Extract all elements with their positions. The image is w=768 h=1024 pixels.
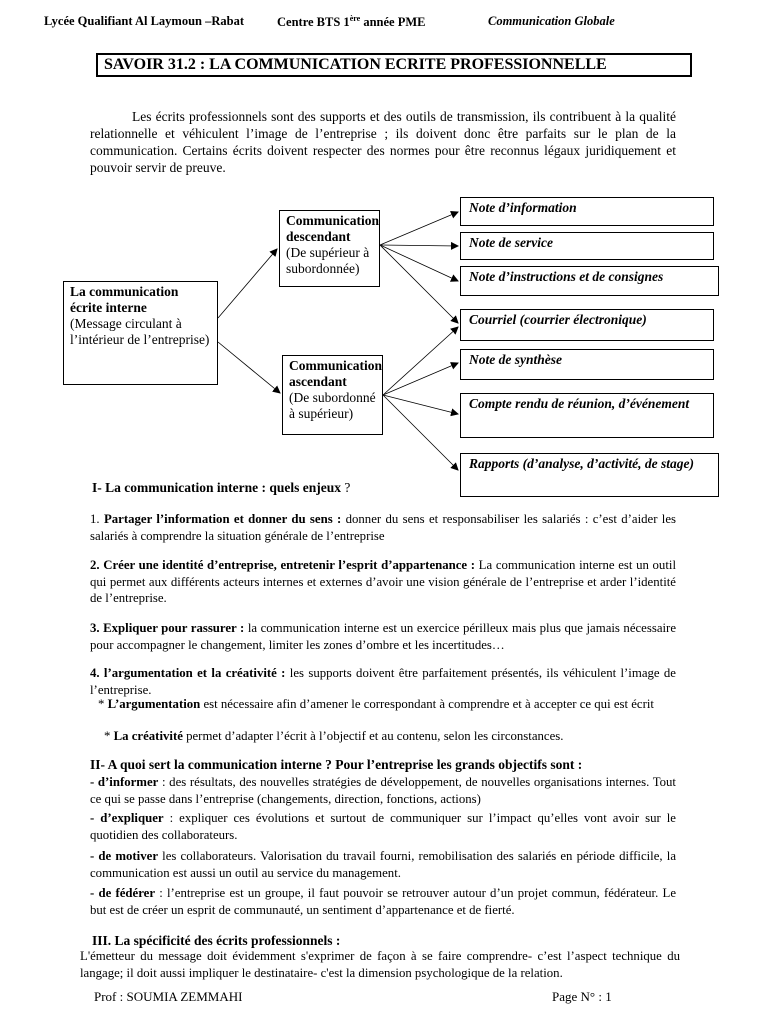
header-school: Lycée Qualifiant Al Laymoun –Rabat — [44, 14, 245, 28]
section1-point4-creativite: * La créativité permet d’adapter l’écrit à l’objectif et au contenu, selon les circonstances. — [104, 729, 564, 743]
section1-point4-argumentation: * L’argumentation est nécessaire afin d’amener le correspondant à comprendre et à accepter ce qui est écrit — [98, 697, 654, 711]
footer-page-number: Page N° : 1 — [552, 989, 612, 1004]
descendant-title: Communication descendant — [286, 213, 380, 244]
section2-item-expliquer: - d’expliquer : expliquer ces évolutions et surtout de communiquer sur l’impact qu’elles vont avoir sur le quotidien des collaborateurs. — [90, 811, 676, 842]
section2-item-federer: - de fédérer : l’entreprise est un groupe, il faut pouvoir se retrouver autour d’un projet commun, fédérateur. Le but est de créer un esprit de communauté, un sentiment d’appartenance et de fierté. — [90, 886, 676, 917]
leaf-courriel: Courriel (courrier électronique) — [460, 309, 714, 341]
document-title: SAVOIR 31.2 : LA COMMUNICATION ECRITE PROFESSIONNELLE — [96, 53, 692, 77]
leaf-compte-rendu: Compte rendu de réunion, d’événement — [460, 393, 714, 438]
header-centre: Centre BTS 1ère année PME — [277, 14, 426, 29]
arrow-root-descendant — [218, 249, 277, 318]
section3-text: L'émetteur du message doit évidemment s'exprimer de façon à se faire comprendre- c’est l’aspect technique du langage; il doit aussi impliquer le destinataire- c'est la dimension psychologique de la relation. — [80, 949, 680, 980]
arrow-desc-leaf3 — [380, 245, 458, 281]
arrow-asc-leaf7 — [383, 395, 458, 470]
arrow-root-ascendant — [218, 342, 280, 393]
leaf-note-service: Note de service — [460, 232, 714, 260]
section2-item-motiver: - de motiver les collaborateurs. Valorisation du travail fourni, remobilisation des salariés en période difficile, la communication est aussi un outil au service du management. — [90, 849, 676, 880]
descendant-sub: (De supérieur à subordonnée) — [286, 245, 370, 276]
leaf-note-synthese: Note de synthèse — [460, 349, 714, 380]
diagram-ascendant-box — [282, 355, 383, 435]
section1-heading: I- La communication interne : quels enjeux ? — [92, 480, 351, 495]
leaf-rapports: Rapports (d’analyse, d’activité, de stage) — [460, 453, 719, 497]
arrow-desc-leaf1 — [380, 212, 458, 245]
section2-item-informer: - d’informer : des résultats, des nouvelles stratégies de développement, de nouvelles organisations internes. Tout ce qui se passe dans l’entreprise (changements, direction, fonctions, actions) — [90, 775, 676, 806]
leaf-note-information: Note d’information — [460, 197, 714, 226]
arrow-asc-leaf5 — [383, 363, 458, 395]
section1-point1: 1. Partager l’information et donner du sens : donner du sens et responsabiliser les salariés : c’est d’aider les salariés à comprendre la situation générale de l’entreprise — [90, 512, 677, 543]
section1-point4: 4. l’argumentation et la créativité : les supports doivent être parfaitement présentés, ils véhiculent l’image de l’entreprise. — [90, 666, 676, 697]
root-sub: (Message circulant à l’intérieur de l’entreprise) — [70, 316, 210, 347]
header-subject: Communication Globale — [488, 14, 615, 28]
root-title: La communication écrite interne — [70, 284, 179, 315]
section3-heading: III. La spécificité des écrits professionnels : — [92, 933, 341, 948]
section1-point3: 3. Expliquer pour rassurer : la communication interne est un exercice périlleux mais plus que jamais nécessaire pour accompagner le changement, limiter les zones d’ombre et les incertitudes… — [90, 621, 677, 652]
arrow-desc-leaf4 — [380, 245, 458, 323]
section1-point2: 2. Créer une identité d’entreprise, entretenir l’esprit d’appartenance : La communication interne est un outil qui permet aux différents acteurs internes et externes d’avoir une vision générale de l’entreprise et arder l’identité de l’entreprise. — [90, 558, 676, 605]
ascendant-title: Communication ascendant — [289, 358, 383, 389]
diagram-root-box — [63, 281, 218, 385]
section2-heading: II- A quoi sert la communication interne ? Pour l’entreprise les grands objectifs sont : — [90, 757, 583, 772]
leaf-note-instructions: Note d’instructions et de consignes — [460, 266, 719, 296]
ascendant-sub: (De subordonné à supérieur) — [289, 390, 376, 421]
footer-prof: Prof : SOUMIA ZEMMAHI — [94, 989, 243, 1004]
arrow-desc-leaf2 — [380, 245, 458, 246]
arrow-asc-leaf6 — [383, 395, 458, 414]
diagram-descendant-box — [279, 210, 380, 287]
intro-paragraph: Les écrits professionnels sont des supports et des outils de transmission, ils contribuent à la qualité relationnelle et véhiculent l’image de l’entreprise ; ils doivent donc être parfaits sur le plan de la communication. Certains écrits doivent respecter des normes pour être reconnus légaux juridiquement et pouvoir servir de preuve. — [90, 109, 676, 175]
arrow-asc-leaf4 — [383, 327, 458, 395]
